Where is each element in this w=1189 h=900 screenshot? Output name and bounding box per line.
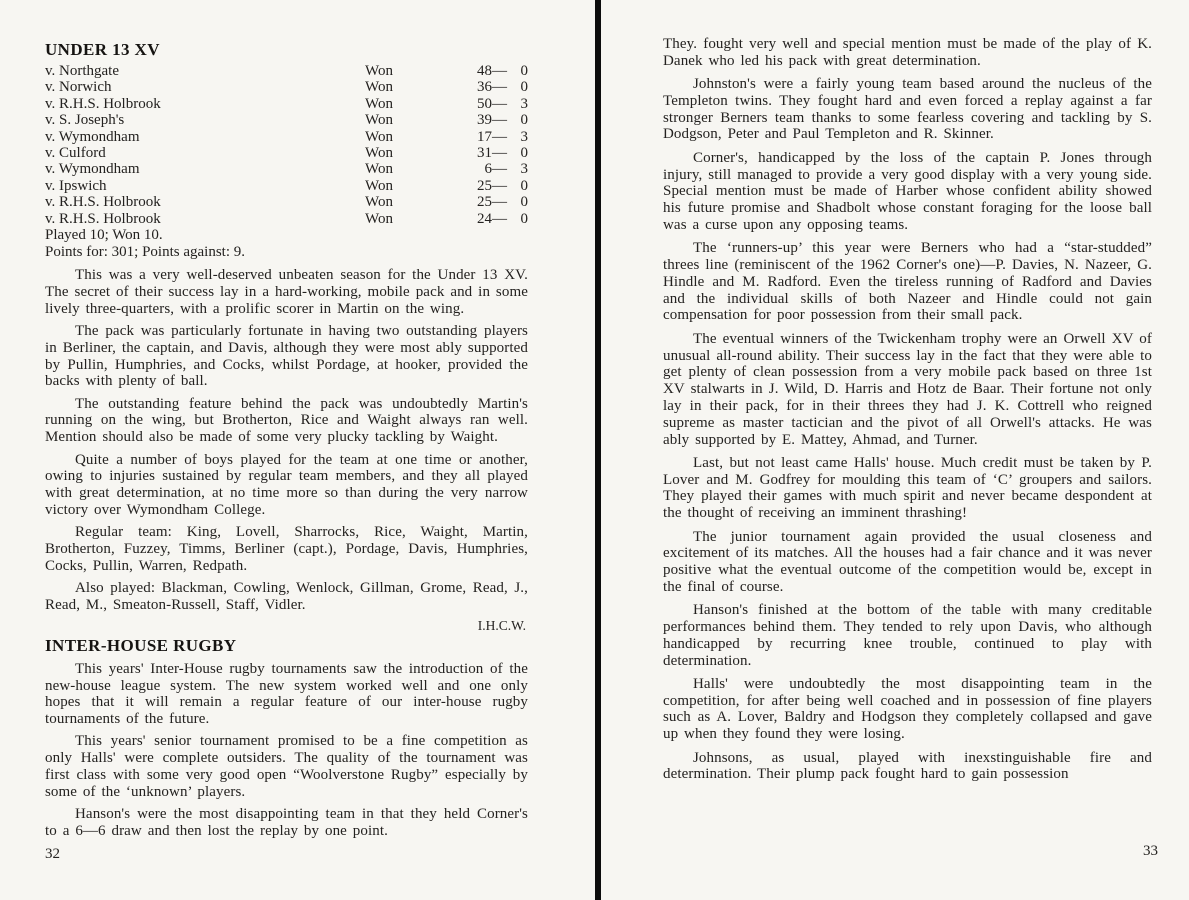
inter-house-heading: INTER-HOUSE RUGBY bbox=[45, 635, 237, 655]
score-against: 0 bbox=[520, 194, 528, 211]
under-13-heading: UNDER 13 XV bbox=[45, 40, 160, 59]
body-paragraph: The junior tournament again provided the usual closeness and excitement of its matches. All the houses had a fair chance and it was never positive what the eventual outcome of the competition would be, except in the final of course. bbox=[663, 528, 1152, 595]
body-paragraph: Hanson's were the most disappointing team in that they held Corner's to a 6—6 draw and then lost the replay by one point. bbox=[45, 806, 528, 839]
page-number-left: 32 bbox=[45, 846, 60, 862]
score-for: 17 bbox=[477, 128, 492, 145]
body-paragraph: Corner's, handicapped by the loss of the captain P. Jones through injury, still managed to provide a very good display with a very young side. Special mention must be made of Harber whose confident ability showed his future promise and Shadbolt whose constant foraging for the loose ball was a curse upon any opposing teams. bbox=[663, 149, 1152, 233]
match-result: Won bbox=[365, 79, 393, 96]
score-against: 0 bbox=[520, 112, 528, 129]
score-against: 0 bbox=[520, 63, 528, 79]
score-dash: — bbox=[492, 95, 507, 112]
match-result: Won bbox=[365, 194, 393, 211]
match-row bbox=[45, 129, 528, 145]
match-result: Won bbox=[365, 128, 393, 145]
body-paragraph: Hanson's finished at the bottom of the table with many creditable performances behind them. They tended to rely upon Davis, who although handicapped by recurring knee trouble, continued to play with determination. bbox=[663, 602, 1152, 669]
match-row bbox=[45, 112, 528, 128]
body-paragraph: Halls' were undoubtedly the most disappointing team in the competition, for after being well coached and in possession of fine players such as A. Lover, Baldry and Hodgson they completely collapsed and gave up when they found they were losing. bbox=[663, 675, 1152, 743]
match-results-table bbox=[45, 63, 528, 227]
score-for: 6 bbox=[484, 161, 492, 178]
match-row bbox=[45, 161, 528, 177]
match-opponent: v. Wymondham bbox=[45, 161, 140, 178]
match-opponent: v. S. Joseph's bbox=[45, 112, 125, 129]
score-against: 0 bbox=[520, 177, 528, 194]
body-paragraph: Also played: Blackman, Cowling, Wenlock, Gillman, Grome, Read, J., Read, M., Smeaton-Russell, Staff, Vidler. bbox=[45, 580, 528, 613]
score-against: 0 bbox=[520, 145, 528, 162]
score-against: 3 bbox=[520, 161, 528, 178]
body-paragraph: Johnston's were a fairly young team based around the nucleus of the Templeton twins. They fought hard and even forced a replay against a far stronger Berners team thanks to some fearless covering and tackling by S. Dodgson, Peter and Paul Templeton and R. Skinner. bbox=[663, 76, 1152, 143]
match-opponent: v. R.H.S. Holbrook bbox=[45, 210, 161, 227]
score-dash: — bbox=[492, 210, 507, 227]
score-dash: — bbox=[492, 63, 507, 79]
match-result: Won bbox=[365, 161, 393, 178]
match-opponent: v. Wymondham bbox=[45, 128, 140, 145]
score-for: 25 bbox=[477, 194, 492, 211]
match-row bbox=[45, 194, 528, 210]
points-line: Points for: 301; Points against: 9. bbox=[45, 244, 246, 261]
match-row bbox=[45, 96, 528, 112]
match-row bbox=[45, 79, 528, 95]
score-dash: — bbox=[492, 128, 507, 145]
score-for: 50 bbox=[477, 95, 492, 112]
right-page bbox=[601, 0, 1189, 900]
match-opponent: v. Ipswich bbox=[45, 177, 107, 194]
score-dash: — bbox=[492, 145, 507, 162]
match-result: Won bbox=[365, 63, 393, 79]
record-line: Played 10; Won 10. bbox=[45, 227, 163, 244]
body-paragraph: They. fought very well and special mention must be made of the play of K. Danek who led his pack with great determination. bbox=[663, 36, 1152, 69]
match-opponent: v. R.H.S. Holbrook bbox=[45, 95, 161, 112]
body-paragraph: The ‘runners-up’ this year were Berners who had a “star-studded” threes line (reminiscent of the 1962 Corner's one)—P. Davies, N. Nazeer, G. Hindle and M. Radford. Even the tireless running of Radford and Davies and the individual skills of both Nazeer and Hindle could not gain compensation for poor possession from their small pack. bbox=[663, 240, 1152, 324]
score-for: 39 bbox=[477, 112, 492, 129]
body-paragraph: This years' senior tournament promised to be a fine competition as only Halls' were complete outsiders. The quality of the tournament was first class with some very good open “Woolverstone Rugby” especially by some of the ‘unknown’ players. bbox=[45, 733, 528, 800]
score-for: 48 bbox=[477, 63, 492, 79]
match-opponent: v. Culford bbox=[45, 145, 106, 162]
score-for: 36 bbox=[477, 79, 492, 96]
score-for: 31 bbox=[477, 145, 492, 162]
body-paragraph: Regular team: King, Lovell, Sharrocks, Rice, Waight, Martin, Brotherton, Fuzzey, Timms, Berliner (capt.), Pordage, Davis, Humphries, Cocks, Pullin, Warren, Redpath. bbox=[45, 524, 528, 574]
score-dash: — bbox=[492, 161, 507, 178]
body-paragraph: The pack was particularly fortunate in having two outstanding players in Berliner, the captain, and Davis, although they were most ably supported by Pullin, Humphries, and Cocks, whilst Pordage, at hooker, provided the backs with plenty of ball. bbox=[45, 322, 528, 390]
score-against: 3 bbox=[520, 95, 528, 112]
body-paragraph: This was a very well-deserved unbeaten season for the Under 13 XV. The secret of their success lay in a hard-working, mobile pack and in some lively three-quarters, with a prolific scorer in Martin on the wing. bbox=[45, 267, 528, 317]
score-for: 24 bbox=[477, 210, 492, 227]
match-row bbox=[45, 178, 528, 194]
page-number-right: 33 bbox=[1143, 843, 1158, 859]
match-result: Won bbox=[365, 145, 393, 162]
body-paragraph: Quite a number of boys played for the team at one time or another, owing to injuries sustained by regular team members, and they all played with great determination, at no time more so than during the very narrow victory over Wymondham College. bbox=[45, 451, 528, 518]
right-page-content bbox=[663, 36, 1152, 790]
score-for: 25 bbox=[477, 177, 492, 194]
match-row bbox=[45, 63, 528, 79]
score-dash: — bbox=[492, 79, 507, 96]
score-against: 0 bbox=[520, 210, 528, 227]
match-opponent: v. Northgate bbox=[45, 63, 120, 79]
match-opponent: v. Norwich bbox=[45, 79, 112, 96]
score-dash: — bbox=[492, 112, 507, 129]
match-result: Won bbox=[365, 210, 393, 227]
author-initials: I.H.C.W. bbox=[477, 617, 526, 633]
score-dash: — bbox=[492, 194, 507, 211]
score-against: 3 bbox=[520, 128, 528, 145]
match-result: Won bbox=[365, 95, 393, 112]
score-against: 0 bbox=[520, 79, 528, 96]
body-paragraph: Johnsons, as usual, played with inexstinguishable fire and determination. Their plump pack fought hard to gain possession bbox=[663, 749, 1152, 783]
match-result: Won bbox=[365, 177, 393, 194]
body-paragraph: Last, but not least came Halls' house. Much credit must be taken by P. Lover and M. Godfrey for moulding this team of ‘C’ groupers and sailors. They played their games with much spirit and never became despondent at the thought of receiving an imminent thrashing! bbox=[663, 454, 1152, 522]
left-page-content bbox=[45, 40, 528, 845]
body-paragraph: The eventual winners of the Twickenham trophy were an Orwell XV of unusual all-round ability. Their success lay in the fact that they were able to get plenty of clean possession from a very mobile pack based on three 1st XV stalwarts in J. Wild, D. Harris and Hotz de Baar. Their fortune not only lay in their pack, for in their threes they had J. K. Cottrell who reigned supreme as master tactician and the pivot of all Orwell's attacks. He was ably supported by E. Mattey, Ahmad, and Turner. bbox=[663, 330, 1152, 448]
match-row bbox=[45, 145, 528, 161]
body-paragraph: This years' Inter-House rugby tournaments saw the introduction of the new-house league system. The new system worked well and one only hopes that it will remain a regular feature of our inter-house rugby tournaments of the future. bbox=[45, 660, 528, 728]
body-paragraph: The outstanding feature behind the pack was undoubtedly Martin's running on the wing, but Brotherton, Rice and Waight always ran well. Mention should also be made of some very plucky tackling by Waight. bbox=[45, 395, 528, 446]
match-result: Won bbox=[365, 112, 393, 129]
match-row bbox=[45, 211, 528, 227]
score-dash: — bbox=[492, 177, 507, 194]
match-opponent: v. R.H.S. Holbrook bbox=[45, 194, 161, 211]
